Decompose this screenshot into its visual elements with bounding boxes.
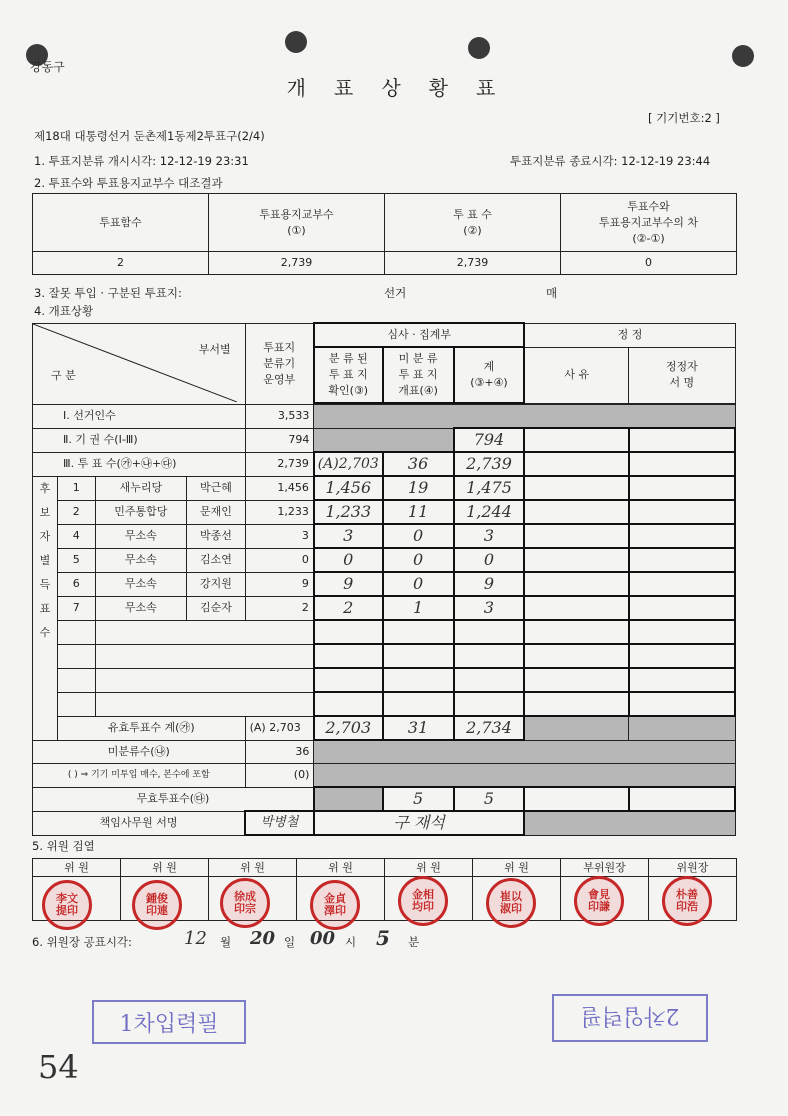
row-voters-value: 3,533 (245, 405, 314, 429)
candidate-count: 2 (245, 596, 314, 620)
section-3-label: 3. 잘못 투입 · 구분된 투표지: (34, 286, 182, 300)
district-label: 강동구 (30, 60, 65, 74)
candidate-hw-unclassified: 0 (383, 572, 454, 596)
row-invalid-label: 무효투표수(㉰) (33, 787, 314, 811)
row-voters-label: Ⅰ. 선거인수 (33, 405, 246, 429)
seal-stamp: 會見 印謙 (574, 876, 624, 926)
second-entry-stamp: 2차입력필 (552, 994, 708, 1042)
candidate-hw-unclassified: 0 (383, 548, 454, 572)
blank-cell (629, 668, 735, 692)
blank-cell (629, 644, 735, 668)
value-votes: 2,739 (385, 252, 561, 275)
header-votes (385, 194, 561, 252)
candidate-party: 새누리당 (95, 476, 187, 500)
candidate-no: 6 (58, 572, 96, 596)
empty-cell (524, 787, 628, 811)
hdr-line: 계 (483, 360, 495, 373)
header-diagonal (33, 323, 246, 405)
candidate-hw-classified: 3 (314, 524, 383, 548)
empty-cell (629, 787, 735, 811)
header-diff-line3: (②-①) (632, 231, 665, 245)
blank-cell (58, 692, 96, 716)
blank-cell (383, 692, 454, 716)
candidate-name: 박종선 (187, 524, 245, 548)
punch-hole (468, 37, 490, 59)
side-char: 별 (39, 553, 51, 567)
hdr-line: 미 분 류 (398, 352, 438, 365)
first-entry-stamp: 1차입력필 (92, 1000, 246, 1044)
row-sign-label: 책임사무원 서명 (33, 811, 246, 835)
announce-minute-unit: 분 (408, 935, 420, 949)
announce-day-hw: 20 (250, 928, 276, 949)
header-review: 심사 · 집계부 (314, 323, 525, 347)
section-5-heading: 5. 위원 검열 (32, 839, 95, 853)
candidate-name: 김순자 (187, 596, 245, 620)
ballot-reconciliation-table (32, 193, 737, 275)
empty-cell (629, 548, 735, 572)
row-unclassified-note: ( ) ⇒ 기기 미투입 매수, 본수에 포함 (33, 764, 246, 788)
empty-cell (524, 572, 628, 596)
row-valid-label: 유효투표수 계(㉮) (58, 716, 246, 740)
section-6-label: 6. 위원장 공표시각: (32, 935, 132, 949)
candidate-name: 김소연 (187, 548, 245, 572)
blank-cell (454, 620, 525, 644)
page-number-hw: 54 (38, 1048, 79, 1086)
candidate-no: 7 (58, 596, 96, 620)
hdr-line: 확인(③) (328, 384, 369, 397)
blank-cell (629, 692, 735, 716)
section-3-election: 선거 (384, 286, 407, 300)
blank-cell (95, 620, 314, 644)
empty-cell (629, 572, 735, 596)
candidate-name: 강지원 (187, 572, 245, 596)
candidate-hw-sum: 9 (454, 572, 525, 596)
candidate-count: 3 (245, 524, 314, 548)
hdr-line: 분류기 (263, 356, 296, 370)
candidate-name: 문재인 (187, 500, 245, 524)
candidate-no: 1 (58, 476, 96, 500)
candidate-hw-classified: 2 (314, 596, 383, 620)
header-sum (454, 347, 525, 403)
votes-hw-unclassified: 36 (383, 452, 454, 476)
candidate-hw-sum: 0 (454, 548, 525, 572)
seal-stamp: 鍾俊 印連 (132, 880, 182, 930)
side-char: 자 (39, 529, 51, 543)
invalid-hw-sum: 5 (454, 787, 525, 811)
abstain-handwritten: 794 (454, 428, 525, 452)
announce-month-hw: 12 (184, 928, 207, 949)
side-char: 표 (39, 601, 51, 615)
invalid-hw-unclassified: 5 (383, 787, 454, 811)
candidate-party: 무소속 (95, 548, 187, 572)
header-issued-code: (①) (287, 223, 306, 237)
blank-cell (383, 668, 454, 692)
sort-end-time: 투표지분류 종료시각: 12-12-19 23:44 (510, 154, 711, 168)
blank-cell (58, 668, 96, 692)
candidate-hw-unclassified: 1 (383, 596, 454, 620)
header-category: 구 분 (51, 368, 76, 382)
blank-cell (95, 668, 314, 692)
empty-cell (524, 476, 628, 500)
empty-cell (629, 452, 735, 476)
blank-cell (454, 668, 525, 692)
votes-hw-sum: 2,739 (454, 452, 525, 476)
row-unclassified-label: 미분류수(㉯) (33, 740, 246, 764)
valid-hw-classified: 2,703 (314, 716, 383, 740)
committee-head: 위 원 (209, 859, 297, 877)
blank-cell (383, 644, 454, 668)
gray-fill (314, 740, 735, 764)
committee-head: 위 원 (297, 859, 385, 877)
candidate-hw-unclassified: 19 (383, 476, 454, 500)
blank-cell (95, 644, 314, 668)
header-votes-code: (②) (463, 223, 482, 237)
candidate-count: 9 (245, 572, 314, 596)
election-title: 제18대 대통령선거 둔촌제1동제2투표구(2/4) (34, 129, 265, 143)
header-dept: 부서별 (198, 342, 231, 356)
empty-cell (524, 452, 628, 476)
seal-stamp: 朴善 印浩 (662, 876, 712, 926)
announce-hour-hw: 00 (310, 928, 336, 949)
blank-cell (58, 620, 96, 644)
header-votes-label: 투 표 수 (453, 207, 492, 221)
candidate-hw-unclassified: 0 (383, 524, 454, 548)
announce-day-unit: 일 (284, 935, 296, 949)
gray-fill (524, 811, 735, 835)
seal-stamp: 崔以 淑印 (486, 878, 536, 928)
header-diff-line2: 투표용지교부수의 차 (598, 215, 699, 229)
header-issued (209, 194, 385, 252)
gray-fill (314, 764, 735, 788)
value-issued: 2,739 (209, 252, 385, 275)
sign-review: 구 재석 (314, 811, 525, 835)
machine-number: [ 기기번호:2 ] (648, 111, 720, 125)
header-correction: 정 정 (524, 323, 735, 347)
header-machine-dept (245, 323, 314, 405)
empty-cell (524, 524, 628, 548)
blank-cell (314, 620, 383, 644)
candidate-party: 무소속 (95, 596, 187, 620)
blank-cell (454, 644, 525, 668)
gray-fill (314, 787, 383, 811)
header-difference (561, 194, 737, 252)
seal-stamp: 徐成 印宗 (220, 878, 270, 928)
committee-head: 위 원 (121, 859, 209, 877)
title-char: 개 (286, 76, 312, 100)
header-issued-label: 투표용지교부수 (259, 207, 334, 221)
header-reason: 사 유 (524, 347, 628, 403)
blank-cell (95, 692, 314, 716)
page-title (0, 72, 788, 101)
seal-stamp: 李文 提印 (42, 880, 92, 930)
hdr-line: 서 명 (669, 376, 695, 389)
blank-cell (524, 620, 628, 644)
section-2-heading: 2. 투표수와 투표용지교부수 대조결과 (34, 176, 223, 190)
row-votes-label: Ⅲ. 투 표 수(㉮+㉯+㉰) (33, 452, 246, 476)
empty-cell (629, 476, 735, 500)
punch-hole (732, 45, 754, 67)
blank-cell (58, 644, 96, 668)
valid-hw-sum: 2,734 (454, 716, 525, 740)
blank-cell (383, 620, 454, 644)
empty-cell (629, 500, 735, 524)
title-char: 표 (475, 76, 502, 100)
row-unclassified-note-value: (0) (245, 764, 314, 788)
candidate-hw-classified: 0 (314, 548, 383, 572)
seal-stamp: 金相 均印 (398, 876, 448, 926)
row-unclassified-value: 36 (245, 740, 314, 764)
header-unclassified (383, 347, 454, 403)
row-votes-value: 2,739 (245, 452, 314, 476)
section-3-count-unit: 매 (546, 286, 558, 300)
header-signer (629, 347, 735, 403)
hdr-line: 투표지 (263, 340, 296, 354)
empty-cell (629, 524, 735, 548)
committee-head: 부위원장 (561, 859, 649, 877)
candidate-hw-classified: 1,233 (314, 500, 383, 524)
blank-cell (314, 644, 383, 668)
candidate-party: 무소속 (95, 524, 187, 548)
title-char: 상 (381, 76, 407, 100)
section-4-heading: 4. 개표상황 (34, 304, 94, 318)
hdr-line: 운영부 (263, 372, 296, 386)
announce-month-unit: 월 (220, 935, 232, 949)
hdr-line: 투 표 지 (398, 368, 438, 381)
candidate-hw-classified: 9 (314, 572, 383, 596)
empty-cell (524, 548, 628, 572)
hdr-line: 개표(④) (398, 384, 438, 397)
blank-cell (524, 644, 628, 668)
counting-status-table (32, 322, 736, 836)
candidate-hw-sum: 1,475 (454, 476, 525, 500)
candidate-count: 1,233 (245, 500, 314, 524)
candidate-hw-sum: 3 (454, 596, 525, 620)
gray-fill (629, 716, 735, 740)
candidate-party: 민주통합당 (95, 500, 187, 524)
candidate-count: 0 (245, 548, 314, 572)
side-char: 수 (39, 625, 51, 639)
side-char: 보 (39, 505, 51, 519)
sign-machine: 박병철 (245, 811, 314, 835)
header-classified (314, 347, 383, 403)
committee-head: 위 원 (33, 859, 121, 877)
hdr-line: 분 류 된 (328, 352, 368, 365)
announce-minute-hw: 5 (376, 926, 390, 950)
seal-stamp: 金貞 澤印 (310, 880, 360, 930)
blank-cell (314, 668, 383, 692)
blank-cell (524, 668, 628, 692)
candidate-no: 4 (58, 524, 96, 548)
punch-hole (285, 31, 307, 53)
side-char: 후 (39, 481, 51, 495)
committee-head: 위 원 (385, 859, 473, 877)
candidate-hw-sum: 3 (454, 524, 525, 548)
candidate-no: 5 (58, 548, 96, 572)
value-difference: 0 (561, 252, 737, 275)
candidate-count: 1,456 (245, 476, 314, 500)
blank-cell (629, 620, 735, 644)
header-ballot-boxes: 투표함수 (33, 194, 209, 252)
announce-hour-unit: 시 (345, 935, 357, 949)
committee-head: 위원장 (649, 859, 737, 877)
empty-cell (524, 428, 628, 452)
hdr-line: (③+④) (470, 376, 508, 389)
candidate-party: 무소속 (95, 572, 187, 596)
row-abstain-value: 794 (245, 428, 314, 452)
header-diff-line1: 투표수와 (627, 199, 670, 213)
row-valid-value: (A) 2,703 (245, 716, 314, 740)
gray-fill (314, 428, 454, 452)
committee-head: 위 원 (473, 859, 561, 877)
candidate-hw-unclassified: 11 (383, 500, 454, 524)
candidate-hw-sum: 1,244 (454, 500, 525, 524)
candidate-no: 2 (58, 500, 96, 524)
hdr-line: 정정자 (665, 360, 698, 373)
blank-cell (524, 692, 628, 716)
valid-hw-unclassified: 31 (383, 716, 454, 740)
candidate-hw-classified: 1,456 (314, 476, 383, 500)
empty-cell (524, 596, 628, 620)
gray-fill (314, 405, 735, 429)
hdr-line: 투 표 지 (328, 368, 368, 381)
diagonal-line (33, 324, 237, 402)
candidate-name: 박근혜 (187, 476, 245, 500)
candidate-side-label (33, 476, 58, 740)
title-char: 황 (428, 76, 454, 100)
sort-start-time: 1. 투표지분류 개시시각: 12-12-19 23:31 (34, 154, 249, 168)
title-char: 표 (334, 76, 360, 100)
row-abstain-label: Ⅱ. 기 권 수(Ⅰ-Ⅲ) (33, 428, 246, 452)
empty-cell (524, 500, 628, 524)
value-ballot-boxes: 2 (33, 252, 209, 275)
votes-hw-classified: (A)2,703 (314, 452, 383, 476)
blank-cell (454, 692, 525, 716)
side-char: 득 (39, 577, 51, 591)
empty-cell (629, 596, 735, 620)
blank-cell (314, 692, 383, 716)
empty-cell (629, 428, 735, 452)
gray-fill (524, 716, 628, 740)
